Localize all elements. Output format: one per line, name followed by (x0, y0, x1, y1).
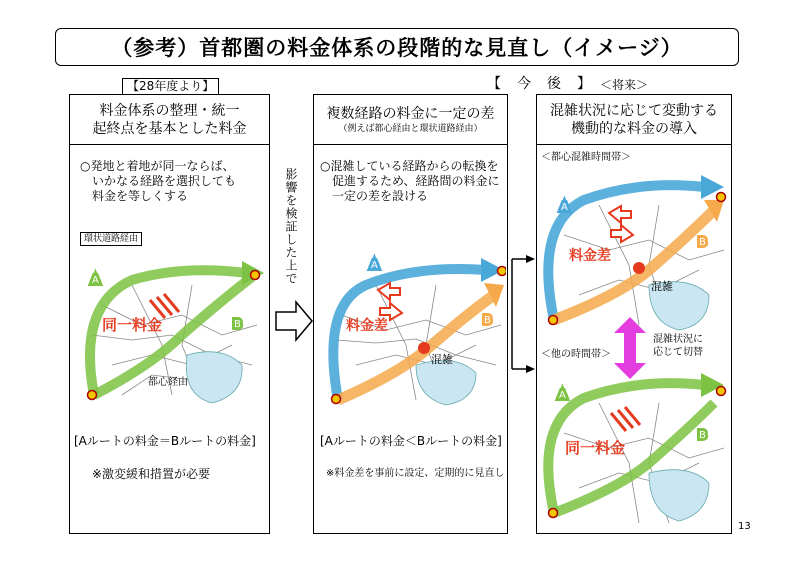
middle-panel-header (314, 95, 507, 145)
equal-sign-marks (150, 294, 179, 318)
middle-bullet-2: 促進するため、経路間の料金に (332, 174, 500, 188)
middle-heading-2: （例えば都心経由と環状道路経由） (338, 123, 483, 134)
next-step-arrow (274, 300, 314, 342)
right-panel (536, 94, 732, 534)
switch-bracket (508, 255, 536, 375)
route-b-label: B (699, 237, 706, 248)
route-b-label: B (234, 319, 241, 330)
origin-point (549, 509, 558, 518)
congestion-icon (633, 262, 645, 274)
left-route-map (72, 245, 267, 410)
same-price-label: 同一料金 (565, 439, 626, 457)
middle-route-map (316, 235, 506, 410)
middle-heading-1: 複数経路の料金に一定の差 (326, 105, 495, 122)
page-title: （参考）首都圏の料金体系の段階的な見直し（イメージ） (111, 36, 683, 60)
left-panel (69, 94, 270, 534)
middle-panel (313, 94, 508, 534)
equal-sign-marks (611, 407, 640, 431)
future-label: ＜将来＞ (600, 78, 649, 92)
origin-point (88, 391, 97, 400)
right-peak-map (539, 165, 729, 335)
route-a-label: A (92, 275, 99, 286)
route-b-label: B (699, 430, 706, 441)
destination-point (717, 193, 726, 202)
middle-bullet-1: ○混雑している経路からの転換を (320, 159, 499, 173)
left-note: ※激変緩和措置が必要 (92, 467, 211, 481)
lake (186, 352, 242, 403)
left-bullet-2: いかなる経路を選択しても (92, 174, 237, 188)
page-title-box (55, 28, 739, 66)
peak-time-label: ＜都心混雑時間帯＞ (541, 152, 631, 163)
destination-point (251, 271, 260, 280)
route-a-label: A (559, 390, 566, 401)
period-left-label: 【28年度より】 (122, 78, 219, 95)
route-a-label: A (371, 260, 378, 271)
route-a-label: A (561, 202, 568, 213)
right-heading-2: 機動的な料金の導入 (571, 120, 697, 137)
origin-point (549, 316, 558, 325)
switch-note-1: 混雑状況に (653, 334, 703, 345)
same-price-label: 同一料金 (102, 316, 163, 334)
left-bullet-3: 料金を等しくする (92, 189, 189, 203)
right-offpeak-map (539, 363, 729, 528)
middle-note: ※料金差を事前に設定、定期的に見直し (326, 468, 505, 479)
left-panel-header (70, 95, 269, 145)
route-b-label: B (484, 315, 491, 326)
lake (649, 470, 709, 521)
middle-bullet (320, 159, 507, 204)
left-formula: [Aルートの料金＝Bルートの料金] (74, 434, 256, 448)
left-heading-1: 料金体系の整理・統一 (99, 102, 240, 119)
congestion-label: 混雑 (651, 280, 673, 293)
offpeak-time-label: ＜他の時間帯＞ (541, 349, 611, 360)
period-right-label: 【 今 後 】 (487, 76, 592, 92)
price-diff-arrows-icon (609, 206, 633, 242)
congestion-label: 混雑 (431, 353, 453, 366)
center-route-label: 都心経由 (148, 377, 188, 388)
verification-text: 影響を検証した上で (284, 168, 298, 285)
destination-point (717, 387, 726, 396)
congestion-icon (418, 342, 430, 354)
origin-point (332, 395, 341, 404)
price-diff-label: 料金差 (346, 318, 388, 334)
right-heading-1: 混雑状況に応じて変動する (550, 102, 718, 119)
lake (416, 361, 476, 406)
right-panel-header (537, 95, 731, 145)
price-diff-arrows-icon (378, 283, 402, 320)
destination-point (498, 267, 507, 276)
left-bullet (80, 159, 269, 204)
left-bullet-1: ○発地と着地が同一ならば、 (80, 159, 235, 173)
ring-route-label: 環状道路経由 (80, 232, 142, 246)
middle-bullet-3: 一定の差を設ける (332, 189, 429, 203)
switch-note-2: 応じて切替 (653, 347, 703, 358)
price-diff-label: 料金差 (569, 248, 611, 264)
left-heading-2: 起終点を基本とした料金 (92, 120, 247, 137)
switch-note (653, 333, 703, 359)
middle-formula: [Aルートの料金＜Bルートの料金] (320, 434, 502, 448)
page-number: 13 (738, 521, 751, 532)
